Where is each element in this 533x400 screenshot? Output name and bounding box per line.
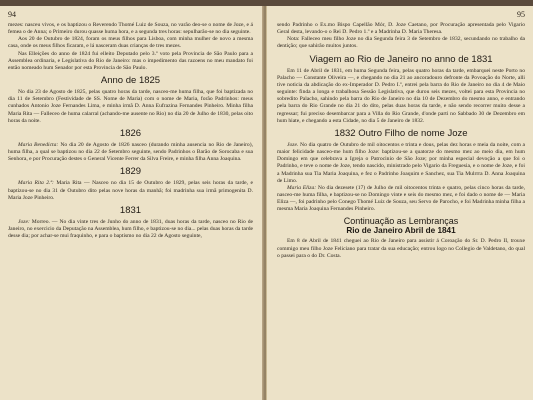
entry-text: No dia quatro de Outubro de mil oitocentos e trinta e dous, pelas dez horas e meia da noite, com a maior felicidade nasceo-me hum filho Joze: baptizou-se a quatorze do mesmo mez ao meio dia, em hum Domingo em que celebrava a Igreja o Patrocinio de São Joze; por minha especial devoção a que foi o Padrinho, e teve o nome de Joze, tendo nascido, ministrado pelo Vigario da Freguesia, e o nome de Joze, e foi a Madrinha sua Tia Maria Joaquina, e fez o Padrinho Joaquim e Sanchez, sua Tia Mulrrra D. Anna Joaquina de Limo. <box>277 141 525 184</box>
section-heading-1829: 1829 <box>119 166 142 178</box>
page-number-left: 94 <box>8 10 16 19</box>
paragraph: mezes: nasceu vivos, e os baptizou o Reverendo Thomé Luiz de Souza, no varão deo-se o nome de Joze, e á femea o de Anna; o Primeiro durou quasse huma hora, e a segunda tres horas: sepulharão-se no dia seguinte. <box>8 22 253 36</box>
section-heading-filho: 1832 Outro Filho de nome Joze <box>334 127 468 139</box>
paragraph <box>8 180 253 201</box>
section-heading-continuacao: Continuação as Lembranças <box>343 216 459 227</box>
right-page <box>266 6 533 400</box>
entry-name: Joze: <box>18 218 30 225</box>
entry-text: Maria Rita — Nasceo no dia 15 de Outubro de 1829, pelas seis horas da tarde, e baptizou-se no dia 31 de Outubro dito pelas nove horas da manhã; foi madrinha sua irmã primogenita D. Maria Joze Pinheiro. <box>8 180 253 201</box>
left-page <box>0 6 264 400</box>
entry-text: No dia dezesete (17) de Julho de mil oitocentos trinta e quatro, pelas cinco horas da tarde, nasceo-me huma filha, e baptizou-se no Domingo vinte e seis do mesmo mez, e foi dado o nome de — Maria Eliza —, foi padrinho pelo Conego Thomé Luiz de Souza, seu Servo de Parocho, e foi Madrinha minha filha a mesma Maria Joaquina Fernandes Pinheiro. <box>277 184 525 213</box>
entry-name: Maria Eliza: <box>287 184 317 191</box>
section-heading-1825: Anno de 1825 <box>100 75 161 87</box>
paragraph <box>8 219 253 240</box>
page-number-right: 95 <box>517 10 525 19</box>
paragraph: Em 8 de Abril de 1841 cheguei ao Rio de Janeiro para assistir á Coroação do Sr. D. Pedro II, trouxe commigo meu filho Joze Feliciano para tratar da sua educação; entrou logo no Collegio de Valdetano, do qual o passei para o do Dr. Costa. <box>277 238 525 259</box>
entry-name: Maria Benedicta: <box>18 141 59 148</box>
section-heading-1831: 1831 <box>119 204 142 216</box>
section-heading-viagem: Viagem ao Rio de Janeiro no anno de 1831 <box>309 53 493 65</box>
paragraph: Aos 20 de Outubro de 1824, foram os meus filhos para Lisboa, com minha mulher de novo a mesma casa, onde os meus filhos ficaram, e lá nasceram duas crianças de tres mezes. <box>8 36 253 50</box>
paragraph: Nota: Falleceo meu filho Joze no dia Segunda feira 3 de Setembro de 1832, secundando no trabalho da dentição; que sahirão muitos juntos. <box>277 36 525 50</box>
entry-text: No dia 20 de Agosto de 1826 nasceo (durando minha ausencia no Rio de Janeiro), huma filha, a qual se baptizou no dia 22 de Setembro seguinte, sendo Padrinhos o Barão de Sorocaba e sua Senhora, e por Procuração destes o General Vicente Ferrer da Silva Freire, e minha filha Anna Joaquina. <box>8 141 253 163</box>
paragraph <box>277 142 525 185</box>
section-heading-1826: 1826 <box>119 127 142 139</box>
section-subheading-rio: Rio de Janeiro Abril de 1841 <box>346 226 456 236</box>
paragraph: Em 11 de Abril de 1831, em huma Segunda feira, pelas quatro horas da tarde, embarquei neste Porto no Palacho — Constante Oliveira —, e chegando no dia 21 ao ancoradouro defronte da Povoação do Norte, alli tive noticia da abdicação do ex-Imperador D. Pedro I.º, entrei pela barra do Rio de Janeiro no dia 4 de Maio seguinte: finda a longa e trabalhosa Sessão Legislativa, que durou seis mezes, voltei para esta Provincia no sobredito Palacho, sahindo pela barra do Rio de Janeiro no dia 10 de Dezembro do mesmo anno, e entrando pela barra do Rio Grande no dia 21 do dito, pelas duas horas da tarde, e não sendo recorrer muito desse a regressar; fui preciso desembarcar para a Villa do Rio Grande, d'onde parti no Sabbado 30 de Dezembro em hum hiate, e chegando a esta Cidade, no dia 5 de Janeiro de 1832. <box>277 67 525 124</box>
paragraph: Nas Elleições do anno de 1824 fui elleito Deputado pelo 3.º voto pela Provincia de São Paulo para a Assemblea ordinaria, e Legislativa do Rio de Janeiro: mas o impedimento das razoens no meu mandato foi então nomeado hum Senador por esta Provincia de São Paulo. <box>8 50 253 71</box>
entry-text: Morreo. — No dia vinte tres de Junho do anno de 1831, duas horas da tarde, nasceo no Rio de Janeiro, no exercicio da Deputação na Assemblea, hum filho, e baptizou-se no dia... pelas duas horas da tarde desse dia; por achar-se mui fraquinho, e para o baptismo no dia 22 de Agosto seguinte, <box>8 218 253 240</box>
paragraph: sendo Padrinho o Ex.mo Bispo Capellão Mór, D. Joze Caetano, por Procuração apresentada pelo Vigario Geral desta, levando-o o Rei D. Pedro 1.º e a Madrinha D. Maria Theresa. <box>277 22 525 36</box>
paragraph <box>277 185 525 214</box>
paragraph <box>8 142 253 163</box>
entry-name: Joze. <box>287 141 299 148</box>
entry-name: Maria Rita 2.ª: <box>18 180 54 187</box>
paragraph: No dia 23 de Agosto de 1825, pelas quatro horas da tarde, nasceo-me huma filha, que foi baptizada no dia 11 de Setembro (Festividade de SS. Nome de Maria) com o nome de Maria, forão Padrinhos: meus cunhados Antonio Joze Fernandes Lima, e minha irmã D. Anna Eufrazina Fernandes Pinheiro. Minha filha Maria Rita — Falleceo de huma calarral (achando-me ausente no Rio) no dia 20 de Julho de 1830, pelas oito horas da noite. <box>8 89 253 124</box>
